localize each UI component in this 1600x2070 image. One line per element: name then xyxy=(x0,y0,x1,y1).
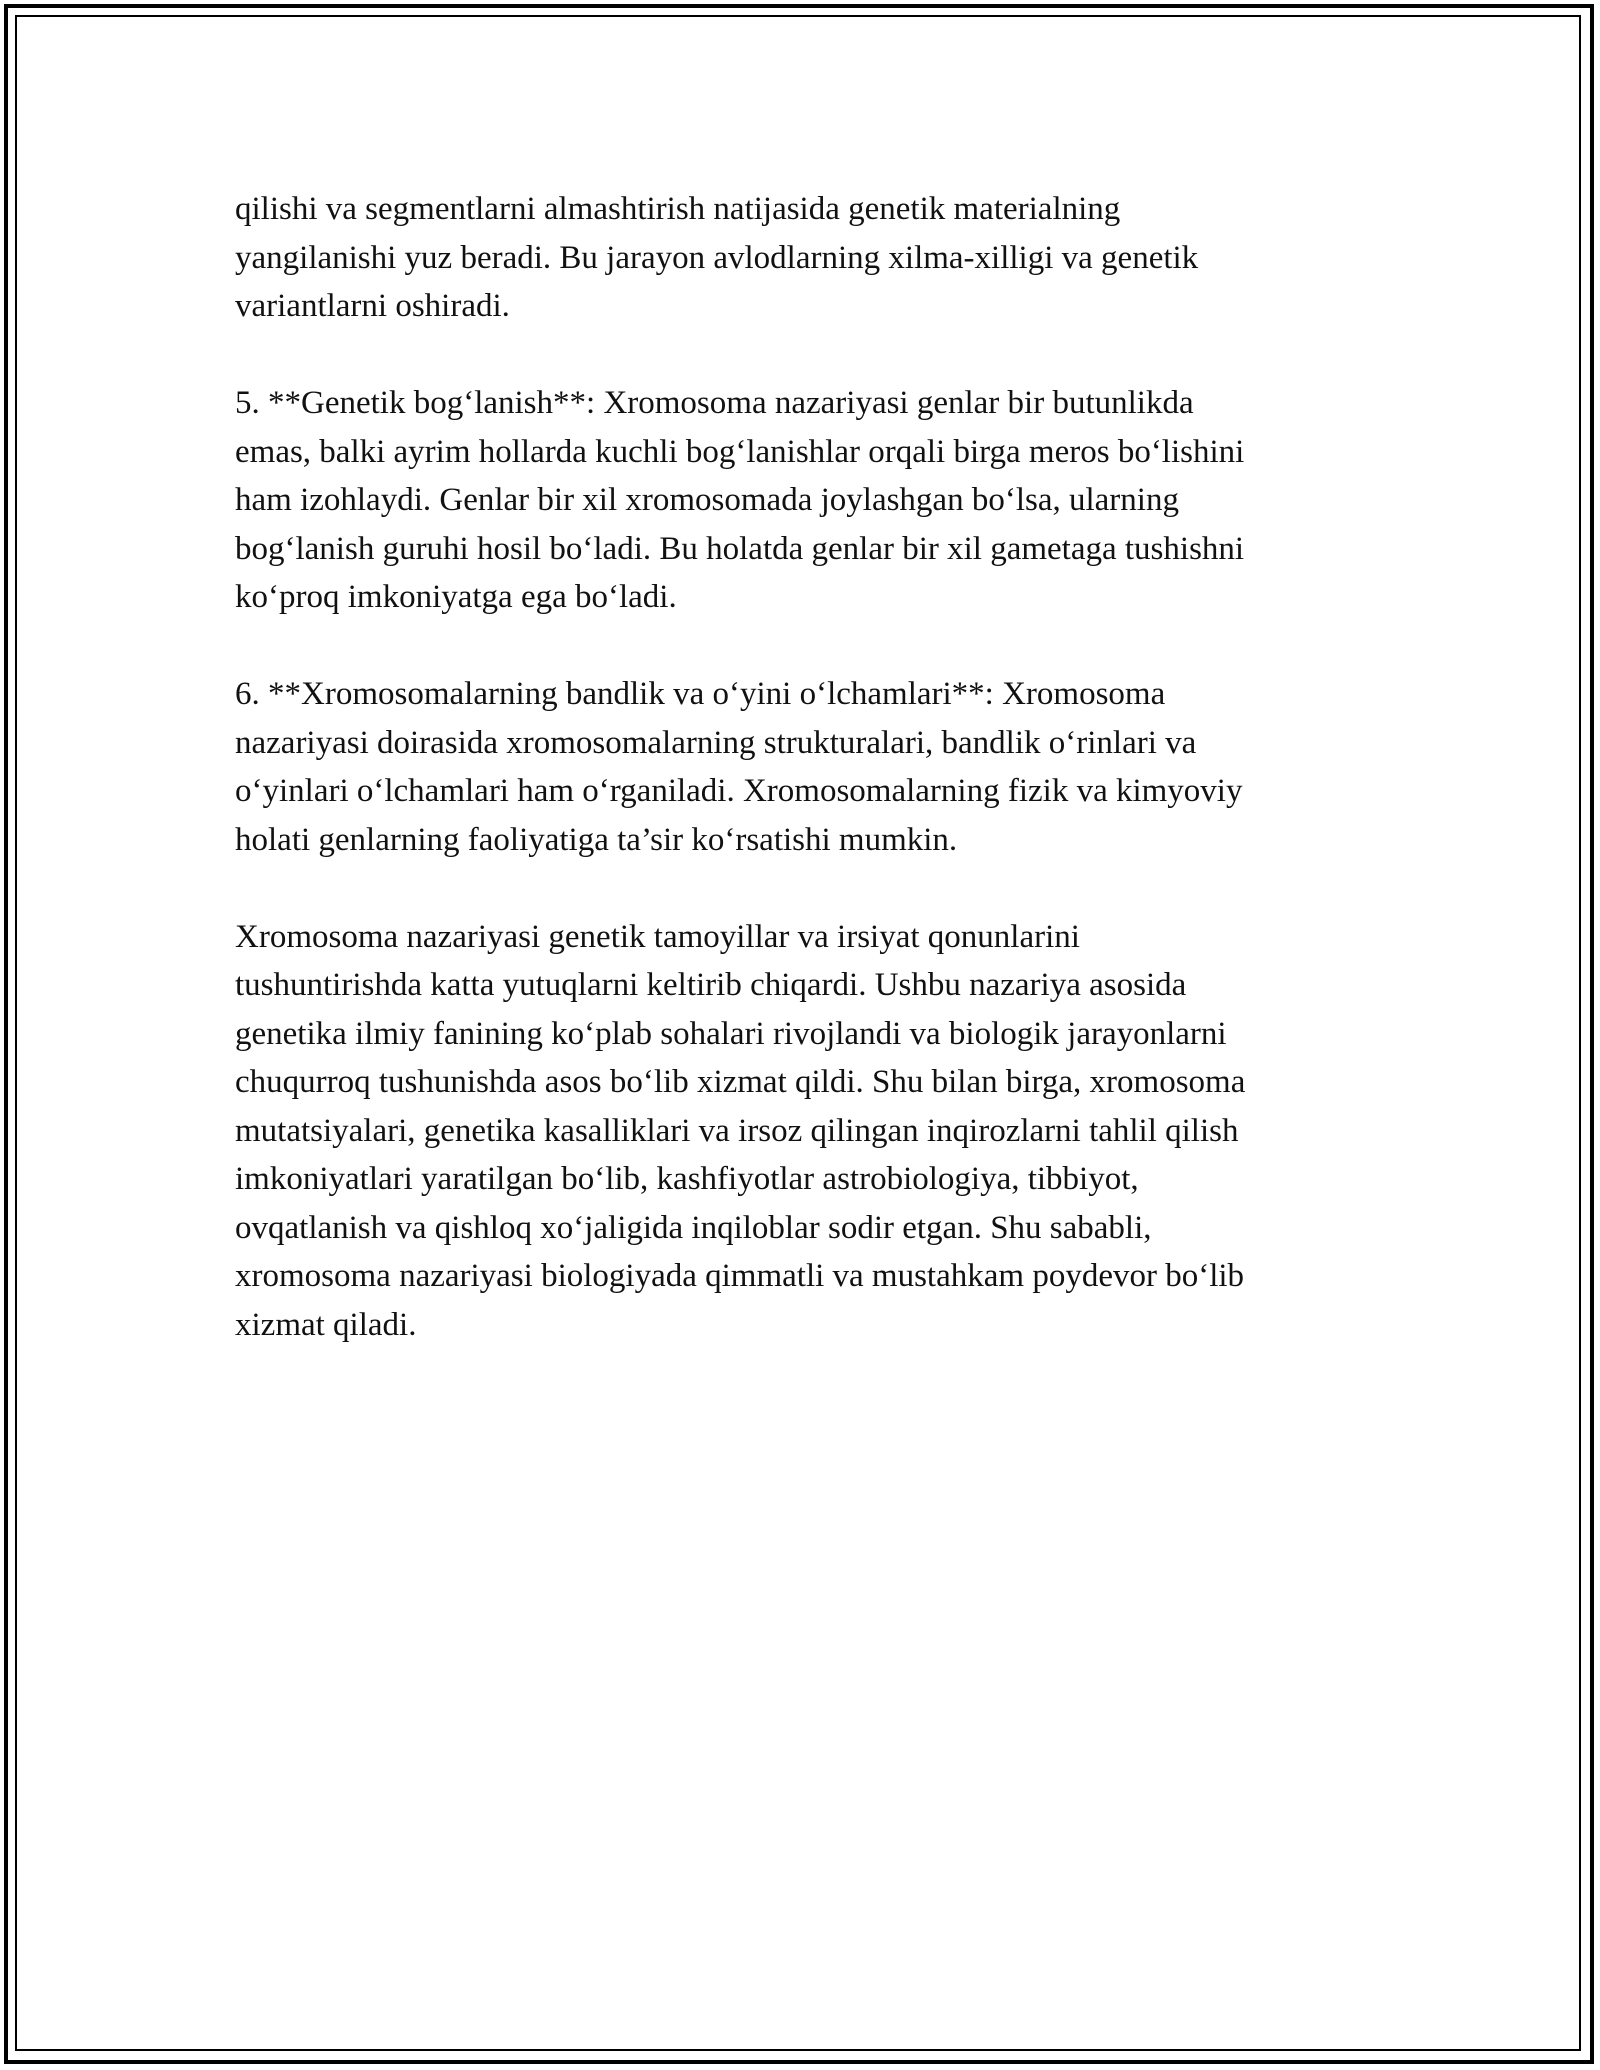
text-line: ko‘proq imkoniyatga ega bo‘ladi. xyxy=(235,579,677,615)
text-line: ovqatlanish va qishloq xo‘jaligida inqiloblar sodir etgan. Shu sababli, xyxy=(235,1209,1152,1246)
text-line: genetika ilmiy fanining ko‘plab sohalari rivojlandi va biologik jarayonlarni xyxy=(235,1015,1227,1052)
text-line: 6. **Xromosomalarning bandlik va o‘yini o‘lchamlari**: Xromosoma xyxy=(235,676,1166,712)
text-line: ham izohlaydi. Genlar bir xil xromosomada joylashgan bo‘lsa, ularning xyxy=(235,482,1179,518)
text-line: bog‘lanish guruhi hosil bo‘ladi. Bu holatda genlar bir xil gametaga tushishni xyxy=(235,530,1245,567)
text-line: emas, balki ayrim hollarda kuchli bog‘lanishlar orqali birga meros bo‘lishini xyxy=(235,433,1245,470)
text-line: tushuntirishda katta yutuqlarni keltirib chiqardi. Ushbu nazariya asosida xyxy=(235,967,1187,1003)
text-line: o‘yinlari o‘lchamlari ham o‘rganiladi. Xromosomalarning fizik va kimyoviy xyxy=(235,773,1243,809)
text-line: chuqurroq tushunishda asos bo‘lib xizmat qildi. Shu bilan birga, xromosoma xyxy=(235,1064,1246,1100)
paragraph-genetic-linkage xyxy=(235,379,1385,622)
text-line: variantlarni oshiradi. xyxy=(235,288,510,324)
paragraph-intro-continuation xyxy=(235,185,1385,331)
text-line: yangilanishi yuz beradi. Bu jarayon avlodlarning xilma-xilligi va genetik xyxy=(235,239,1199,276)
paragraph-conclusion xyxy=(235,913,1385,1350)
text-line: nazariyasi doirasida xromosomalarning strukturalari, bandlik o‘rinlari va xyxy=(235,724,1197,761)
text-line: qilishi va segmentlarni almashtirish natijasida genetik materialning xyxy=(235,191,1121,227)
text-line: Xromosoma nazariyasi genetik tamoyillar va irsiyat qonunlarini xyxy=(235,918,1080,955)
text-line: holati genlarning faoliyatiga ta’sir ko‘rsatishi mumkin. xyxy=(235,821,958,858)
text-line: imkoniyatlari yaratilgan bo‘lib, kashfiyotlar astrobiologiya, tibbiyot, xyxy=(235,1161,1139,1197)
text-line: xromosoma nazariyasi biologiyada qimmatli va mustahkam poydevor bo‘lib xyxy=(235,1258,1245,1294)
document-body xyxy=(235,185,1385,1398)
text-line: mutatsiyalari, genetika kasalliklari va irsoz qilingan inqirozlarni tahlil qilish xyxy=(235,1112,1239,1149)
text-line: xizmat qiladi. xyxy=(235,1306,417,1343)
text-line: 5. **Genetik bog‘lanish**: Xromosoma nazariyasi genlar bir butunlikda xyxy=(235,385,1194,421)
paragraph-chromosome-dimensions xyxy=(235,670,1385,864)
